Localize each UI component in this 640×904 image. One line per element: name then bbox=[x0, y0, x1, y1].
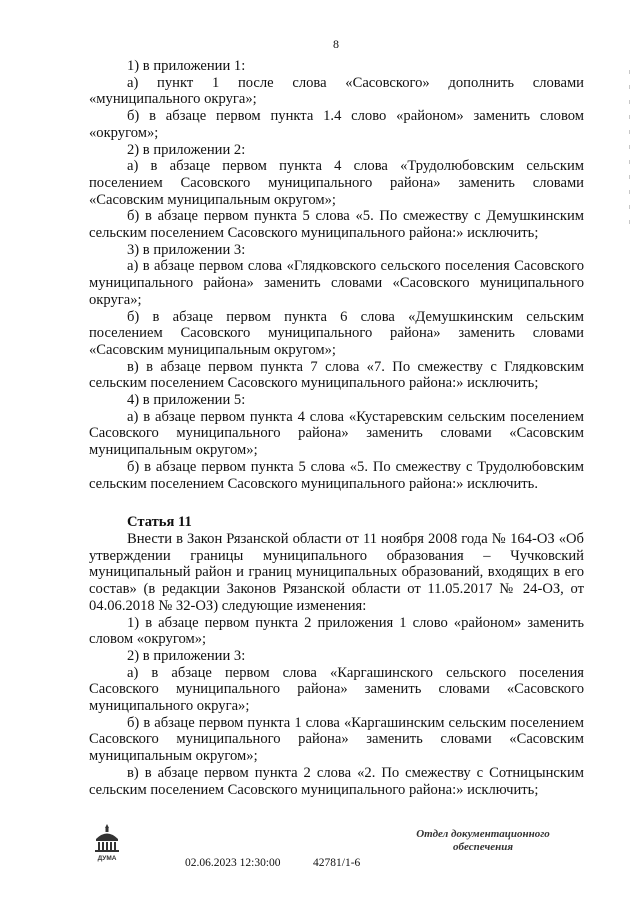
page-number: 8 bbox=[333, 37, 339, 51]
stamp-line-2: обеспечения bbox=[452, 841, 513, 853]
duma-emblem-graphic bbox=[92, 822, 122, 862]
paragraph: а) в абзаце первом пункта 4 слова «Кустаревским сельским поселением Сасовского муниципального района» заменить словами «Сасовским муниципальным округом»; bbox=[89, 408, 584, 459]
paragraph: б) в абзаце первом пункта 5 слова «5. По смежеству с Трудолюбовским сельским поселением Сасовского муниципального района:» исключить. bbox=[89, 458, 584, 492]
paragraph: в) в абзаце первом пункта 2 слова «2. По смежеству с Сотницынским сельским поселением Сасовского муниципального района:» исключить; bbox=[89, 764, 584, 798]
paragraph: Внести в Закон Рязанской области от 11 ноября 2008 года № 164-ОЗ «Об утверждении границы муниципального образования – Чучковский муниципальный район и границ муниципальных образований, входящих в его состав» (в редакции Законов Рязанской области от 11.05.2017 № 24-ОЗ, от 04.06.2018 № 32-ОЗ) следующие изменения: bbox=[89, 530, 584, 614]
duma-logo-icon bbox=[92, 822, 122, 862]
paragraph: а) в абзаце первом слова «Глядковского сельского поселения Сасовского муниципального района» заменить словами «Сасовского муниципального округа»; bbox=[89, 258, 584, 308]
paragraph: 1) в абзаце первом пункта 2 приложения 1 слово «районом» заменить словом «округом»; bbox=[89, 614, 584, 648]
paragraph: б) в абзаце первом пункта 5 слова «5. По смежеству с Демушкинским сельским поселением Сасовского муниципального района:» исключить; bbox=[89, 208, 584, 242]
department-stamp bbox=[400, 828, 566, 854]
paragraph: 3) в приложении 3: bbox=[127, 241, 246, 258]
paragraph: б) в абзаце первом пункта 1.4 слово «районом» заменить словом «округом»; bbox=[89, 108, 584, 141]
paragraph: а) в абзаце первом пункта 4 слова «Трудолюбовским сельским поселением Сасовского муниципального района» заменить словами «Сасовским муниципальным округом»; bbox=[89, 158, 584, 208]
footer-document-code: 42781/1-6 bbox=[313, 857, 361, 869]
paragraph: в) в абзаце первом пункта 7 слова «7. По смежеству с Глядковским сельским поселением Сасовского муниципального района:» исключить; bbox=[89, 358, 584, 392]
stamp-line-1: Отдел документационного bbox=[416, 828, 550, 840]
paragraph: б) в абзаце первом пункта 1 слова «Каргашинским сельским поселением Сасовского муниципального района» заменить словами «Сасовским муниципальным округом»; bbox=[89, 714, 584, 765]
paragraph: 2) в приложении 2: bbox=[127, 141, 246, 158]
paragraph: 2) в приложении 3: bbox=[127, 647, 246, 664]
paragraph: а) пункт 1 после слова «Сасовского» дополнить словами «муниципального округа»; bbox=[89, 74, 584, 108]
document-body bbox=[89, 58, 584, 798]
duma-logo-text: ДУМА bbox=[97, 855, 117, 862]
paragraph: б) в абзаце первом пункта 6 слова «Демушкинским сельским поселением Сасовского муниципального района» заменить словами «Сасовским муниципальным округом»; bbox=[89, 308, 584, 358]
paragraph: а) в абзаце первом слова «Каргашинского сельского поселения Сасовского муниципального района» заменить словами «Сасовского муниципального округа»; bbox=[89, 664, 584, 715]
paragraph: 4) в приложении 5: bbox=[127, 392, 246, 409]
scan-edge-marks bbox=[629, 70, 632, 240]
article-title: Статья 11 bbox=[127, 514, 192, 531]
footer-date: 02.06.2023 12:30:00 bbox=[185, 857, 281, 869]
paragraph: 1) в приложении 1: bbox=[127, 58, 246, 74]
